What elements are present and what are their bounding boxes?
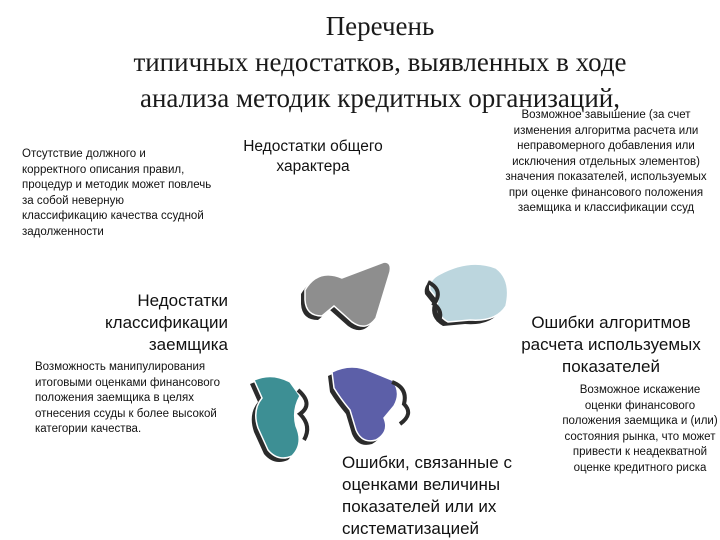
algorithm-note: Возможное завышение (за счет изменения алгоритма расчета или неправомерного добавления или исключения отдельных элементов) значения показателей, используемых при оценке финансового положения заемщика и классификации ссуд [505, 109, 707, 214]
teal-arrow-shape [250, 376, 307, 462]
general-heading: Недостатки общего характера [243, 138, 383, 175]
classification-heading: Недостатки классификации заемщика [105, 291, 228, 354]
algorithm-heading: Ошибки алгоритмов расчета используемых показателей [521, 313, 701, 376]
title-line-1: Перечень [325, 11, 435, 41]
general-note: Отсутствие должного и корректного описания правил, процедур и методик может повлечь за собой неверную классификацию качества ссудной задолженности [22, 148, 212, 238]
gray-arrow-shape [301, 262, 390, 330]
values-heading: Ошибки, связанные с оценками величины показателей или их систематизацией [342, 453, 512, 538]
title-line-3: анализа методик кредитных организаций, [139, 83, 621, 113]
title-line-2: типичных недостатков, выявленных в ходе [133, 47, 627, 77]
light-blue-arrow-shape [425, 264, 508, 326]
classification-note: Возможность манипулирования итоговыми оценками финансового положения заемщика в целях отнесения ссуды к более высокой категории качества. [35, 361, 220, 435]
violet-arrow-shape [328, 367, 408, 445]
values-note: Возможное искажение оценки финансового положения заемщика и (или) состояния рынка, что может привести к неадекватной оценке кредитного риска [562, 384, 718, 474]
